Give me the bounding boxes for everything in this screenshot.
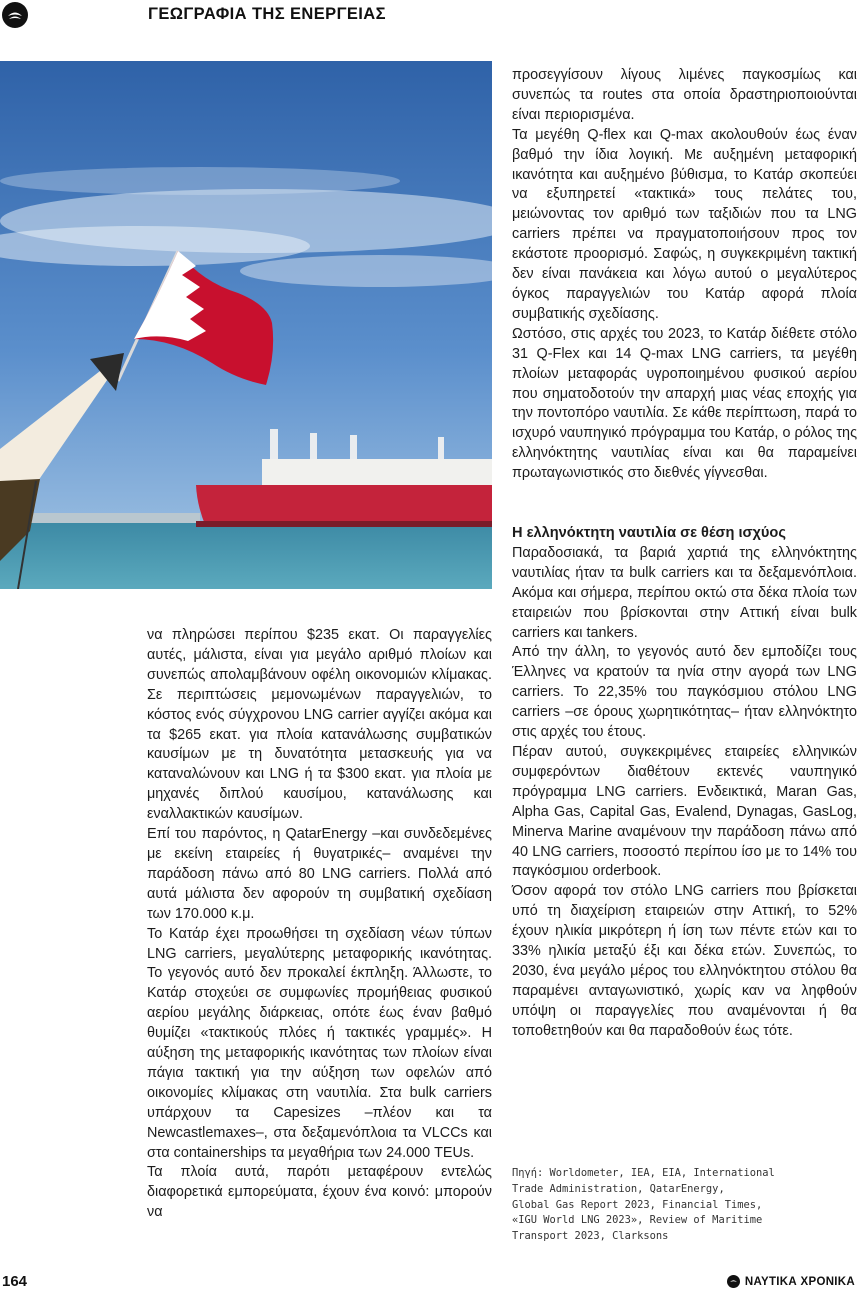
paragraph: Το Κατάρ έχει προωθήσει τη σχεδίαση νέων τύπων LNG carriers, μεγαλύτερης μεταφορικής ικανότητας. Το γεγονός αυτό δεν προκαλεί έκπληξη. Άλλωστε, το Κατάρ στοχεύει σε συμφωνίες προμήθειας φυσικού αερίου μεγάλης διάρκειας, οπότε έως έναν βαθμό θυμίζει «τακτικούς πλόες ή τακτικές γραμμές». Η αύξηση της μεταφορικής ικανότητας των πλοίων είναι πάγια τακτική για την αύξηση των οφελών από οικονομίες κλίμακας στη ναυτιλία. Στα bulk carriers υπάρχουν τα Capesizes –πλέον και τα Newcastlemaxes–, στα δεξαμενόπλοια τα VLCCs και στα containerships τα μεγαθήρια των 24.000 TEUs. xyxy=(147,925,492,1161)
source-line: Transport 2023, Clarksons xyxy=(512,1230,669,1243)
source-line: Global Gas Report 2023, Financial Times, xyxy=(512,1198,763,1211)
right-text-column-section xyxy=(512,524,857,1042)
paragraph: Επί του παρόντος, η QatarEnergy –και συνδεδεμένες με εκείνη εταιρείες ή θυγατρικές– αναμένει την παράδοση πάνω από 80 LNG carriers. Πολλά από αυτά μάλιστα δεν αφορούν τη συμβατική σχεδίαση των 170.000 κ.μ. xyxy=(147,826,492,922)
paragraph: Ωστόσο, στις αρχές του 2023, το Κατάρ διέθετε στόλο 31 Q-Flex και 14 Q-max LNG carriers, τα μεγέθη πλοίων μεταφοράς υγροποιημένου φυσικού αερίου που σηματοδοτούν την απαρχή μιας νέας εποχής για την ποντοπόρο ναυτιλία. Σε κάθε περίπτωση, παρά το ισχυρό ναυπηγικό πρόγραμμα του Κατάρ, ο ρόλος της ελληνόκτητης ναυτιλίας είναι και θα παραμείνει πρωταγωνιστικός στο διεθνές γίγνεσθαι. xyxy=(512,325,857,482)
magazine-logo-icon xyxy=(2,2,28,28)
paragraph: να πληρώσει περίπου $235 εκατ. Οι παραγγελίες αυτές, μάλιστα, είναι για μεγάλο αριθμό πλοίων και συνεπώς απολαμβάνουν οφέλη οικονομιών κλίμακας. Σε περιπτώσεις μεμονωμένων παραγγελιών, το κόστος ενός σύγχρονου LNG carrier αγγίζει ακόμα και τα $265 εκατ. για πλοία κατανάλωσης συμβατικών καυσίμων με τη δυνατότητα μετασκευής για να καταναλώνουν και LNG ή τα $300 εκατ. για πλοία με μηχανές διπλού καυσίμου, κατανάλωσης και εναλλακτικών καυσίμων. xyxy=(147,627,492,823)
paragraph: Παραδοσιακά, τα βαριά χαρτιά της ελληνόκτητης ναυτιλίας ήταν τα bulk carriers και τα δεξαμενόπλοια. Ακόμα και σήμερα, περίπου οκτώ στα δέκα πλοία των εταιρειών που βρίσκονται στην Αττική είναι bulk carriers και tankers. xyxy=(512,544,857,641)
source-note xyxy=(512,1166,832,1245)
nautika-chronika-logo-icon xyxy=(727,1275,740,1288)
left-text-column xyxy=(147,626,492,1223)
source-line: «IGU World LNG 2023», Review of Maritime xyxy=(512,1214,763,1227)
paragraph: Τα πλοία αυτά, παρότι μεταφέρουν εντελώς διαφορετικά εμπορεύματα, έχουν ένα κοινό: μπορούν να xyxy=(147,1164,492,1221)
section-subheading: Η ελληνόκτητη ναυτιλία σε θέση ισχύος xyxy=(512,525,786,541)
paragraph: Τα μεγέθη Q-flex και Q-max ακολουθούν έως έναν βαθμό την ίδια λογική. Με αυξημένη μεταφορική ικανότητα και αυξημένο βύθισμα, το Κατάρ σκοπεύει να εξυπηρετεί «τακτικά» τους πελάτες του, μειώνοντας τον αριθμό των ταξιδιών που τα LNG carriers πρέπει να πραγματοποιήσουν προς τον εκάστοτε προορισμό. Σαφώς, η συγκεκριμένη τακτική δεν είναι πανάκεια και λόγω αυτού ο μεγαλύτερος όγκος παραγγελιών του Κατάρ αφορά πλοία συμβατικής σχεδίασης. xyxy=(512,126,857,322)
paragraph: προσεγγίσουν λίγους λιμένες παγκοσμίως και συνεπώς τα routes στα οποία δραστηριοποιούνται είναι περιορισμένα. xyxy=(512,67,857,123)
footer-brand xyxy=(727,1275,855,1288)
brand-name: ΝΑΥΤΙΚΑ ΧΡΟΝΙΚΑ xyxy=(744,1275,855,1288)
section-title: ΓΕΩΓΡΑΦΙΑ ΤΗΣ ΕΝΕΡΓΕΙΑΣ xyxy=(148,5,386,23)
paragraph: Από την άλλη, το γεγονός αυτό δεν εμποδίζει τους Έλληνες να κρατούν τα ηνία στην αγορά των LNG carriers. Το 22,35% του παγκόσμιου στόλου LNG carriers –σε όρους χωρητικότητας– ήταν ελληνόκτητο στις αρχές του έτους. xyxy=(512,644,857,741)
photo-qatar-flag-lng-carrier xyxy=(0,61,492,589)
source-line: Πηγή: Worldometer, IEA, EIA, International xyxy=(512,1167,775,1179)
source-line: Trade Administration, QatarEnergy, xyxy=(512,1182,725,1195)
paragraph: Πέραν αυτού, συγκεκριμένες εταιρείες ελληνικών συμφερόντων διαθέτουν εκτενές ναυπηγικό πρόγραμμα LNG carriers. Ενδεικτικά, Maran Gas, Alpha Gas, Capital Gas, Evalend, Dynagas, GasLog, Minerva Marine αναμένουν την παράδοση πάνω από 40 LNG carriers, ποσοστό περίπου ίσο με το 14% του παγκόσμιου orderbook. xyxy=(512,743,857,880)
page-number: 164 xyxy=(2,1273,28,1290)
paragraph: Όσον αφορά τον στόλο LNG carriers που βρίσκεται υπό τη διαχείριση εταιρειών στην Αττική, το 52% έχουν ηλικία μικρότερη ή ίση των πέντε ετών και το 33% ηλικία μεταξύ έξι και δέκα ετών. Συνεπώς, το 2030, ένα μεγάλο μέρος του ελληνόκτητου στόλου θα παραμένει ανταγωνιστικό, χωρίς καν να ληφθούν υπόψη οι παραγγελίες που αναμένονται ή θα τοποθετηθούν και θα παραδοθούν έως τότε. xyxy=(512,883,857,1039)
right-text-column xyxy=(512,66,857,484)
